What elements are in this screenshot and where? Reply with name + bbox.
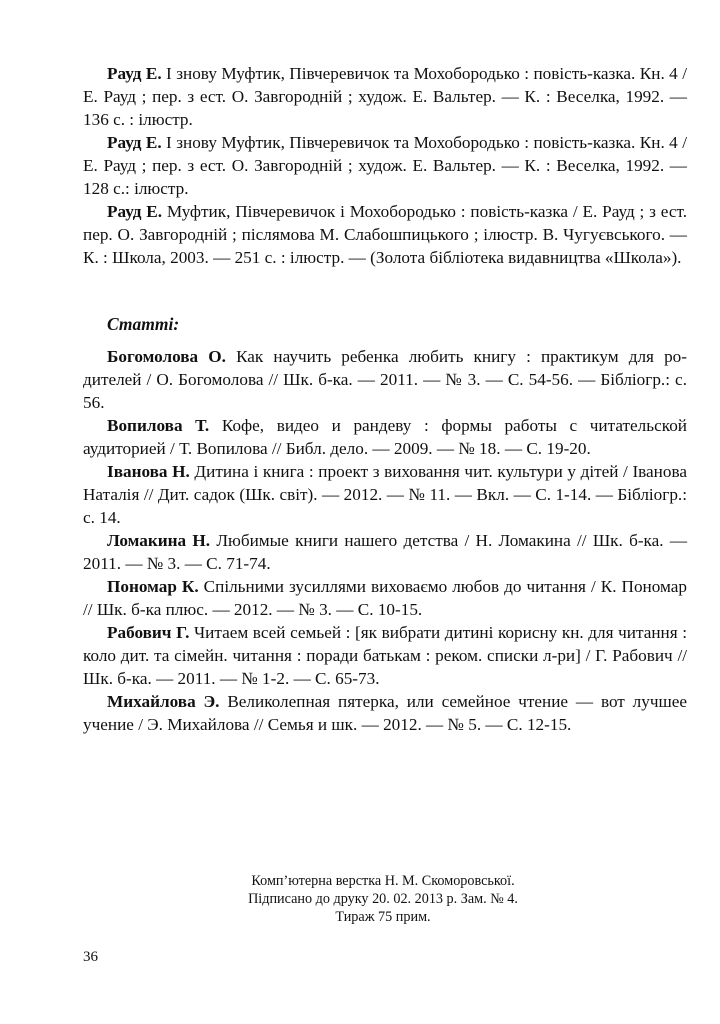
entry-text: Читаем всей семьей : [як вибрати дитині корисну кн. для читання : коло дит. та сімейн. читання : поради батькам : реком. списки л-ри] / Г. Рабович // Шк. б-ка. — 2011. — № 1-2. — С. 65-73. [83,623,687,688]
entry-author: Рауд Е. [107,64,162,83]
entry-author: Рауд Е. [107,133,162,152]
article-entry [83,575,687,621]
book-entry [83,62,687,131]
entry-text: Спільними зусиллями виховаємо любов до читання / К. Пономар // Шк. б-ка плюс. — 2012. — № 3. — С. 10-15. [83,577,687,619]
colophon-print-run: Тираж 75 прим. [335,909,431,925]
entry-text: Дитина і книга : проект з виховання чит. культури у дітей / Іванова Наталія // Дит. садок (Шк. світ). — 2012. — № 11. — Вкл. — С. 1-14. — Бібліогр.: с. 14. [83,462,687,527]
entry-text: Великолепная пятерка, или семейное чтение — вот лучшее учение / Э. Михайлова // Семья и шк. — 2012. — № 5. — С. 12-15. [83,692,687,734]
article-entry [83,460,687,529]
article-entry [83,621,687,690]
colophon-layout-credit: Комп’ютерна верстка Н. М. Скоморовської. [251,873,515,889]
entry-text: Муфтик, Півчеревичок і Мохобородько : повість-казка / Е. Рауд ; з ест. пер. О. Завгородній ; післямова М. Слабошпицького ; ілюстр. В. Чугуєвського. — К. : Школа, 2003. — 251 с. : ілюстр. — (Золота бібліотека видавництва «Школа»). [83,202,687,267]
articles-heading: Статті: [107,314,180,334]
entry-author: Пономар К. [107,577,199,596]
entry-author: Іванова Н. [107,462,190,481]
entry-author: Михайлова Э. [107,692,220,711]
book-entry [83,131,687,200]
entry-author: Ломакина Н. [107,531,211,550]
entry-text: І знову Муфтик, Півчеревичок та Мохобородько : повість-казка. Кн. 4 / Е. Рауд ; пер. з ест. О. Завгородній ; худож. Е. Вальтер. — К. : Веселка, 1992. — 136 с. : ілюстр. [83,64,687,129]
entry-author: Рабович Г. [107,623,190,642]
bibliography-page [83,62,687,736]
colophon-print-date: Підписано до друку 20. 02. 2013 р. Зам. № 4. [248,891,518,907]
entry-text: І знову Муфтик, Півчеревичок та Мохобородько : повість-казка. Кн. 4 / Е. Рауд ; пер. з ест. О. Завгородній ; худож. Е. Вальтер. — К. : Веселка, 1992. — 128 с.: ілюстр. [83,133,687,198]
entry-text: Любимые книги нашего детства / Н. Ломакина // Шк. б-ка. — 2011. — № 3. — С. 71-74. [83,531,688,573]
article-entry [83,529,687,575]
article-entry [83,690,687,736]
entry-author: Вопилова Т. [107,416,210,435]
article-entry [83,414,687,460]
entry-text: Кофе, видео и рандеву : формы работы с читательской аудиторией / Т. Вопилова // Библ. дело. — 2009. — № 18. — С. 19-20. [83,416,687,458]
colophon [0,872,720,926]
book-entry [83,200,687,269]
article-entry [83,345,687,414]
entry-author: Богомолова О. [107,347,226,366]
entry-author: Рауд Е. [107,202,163,221]
entry-text: Как научить ребенка любить книгу : практикум для ро-дителей / О. Богомолова // Шк. б-ка. — 2011. — № 3. — С. 54-56. — Бібліогр.: с. 56. [83,347,687,412]
page-number: 36 [83,949,98,965]
